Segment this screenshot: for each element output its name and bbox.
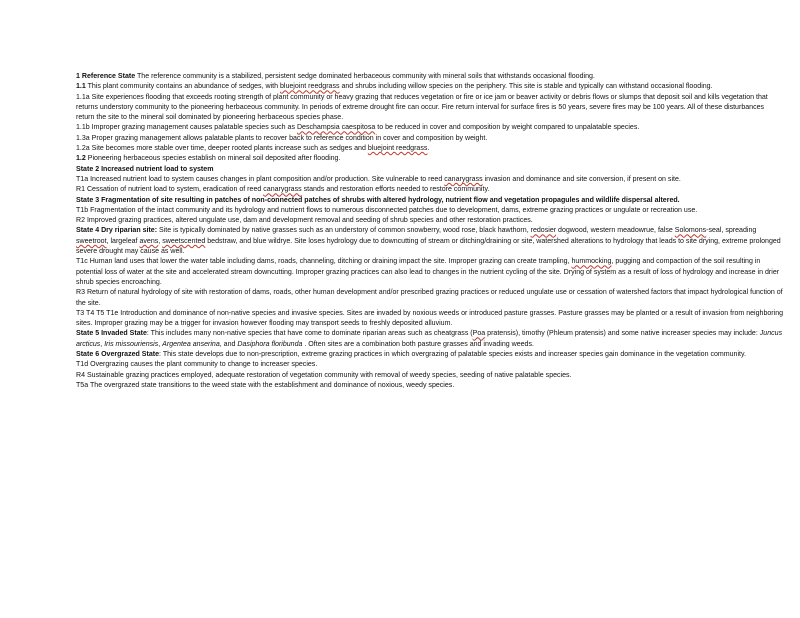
transition-1-1a-paragraph: 1.1a Site experiences flooding that exceeds rooting strength of plant community or heavy grazing that reduces vegetation or fire or ice jam or beaver activity or debris flows or slumps that deposit soil and kills vegetation that returns understory community to the pioneering herbaceous community. In periods of extreme drought fire can occur. Fire return interval for surface fires is 50 years, severe fires may be 100 years. All of these disturbances return the site to the mineral soil dominated by pioneering herbaceous species phase. xyxy=(76,93,768,122)
state-4-text-c: -seal, spreading xyxy=(706,227,757,235)
transition-t1c-paragraph xyxy=(76,257,784,288)
transition-t1c-text-b: , pugging and compaction of the soil resulting in potential loss of water at the site and accelerated stream downcutting. Improper grazing practices can also lead to changes in the nutrient cycling of the site. Drying of system as a result of loss of hydrology and increase in drier shrub species encroaching. xyxy=(76,258,780,286)
state-5-text-d: , xyxy=(158,340,163,348)
state-5-text-c: , xyxy=(100,340,105,348)
state-5-text-b: pratensis), timothy (Phleum pratensis) and some native increaser species may include: xyxy=(485,330,760,338)
transition-1-1b-paragraph xyxy=(76,123,784,133)
spellcheck-word: bluejoint reedgrass xyxy=(367,145,428,153)
transition-1-1b-text-b: to be reduced in cover and composition by weight compared to unpalatable species. xyxy=(375,124,640,132)
transition-1-1b-text-a: 1.1b Improper grazing management causes palatable species such as xyxy=(76,124,297,132)
state-4-heading: State 4 Dry riparian site: xyxy=(76,227,158,235)
spellcheck-word: Solomons xyxy=(674,227,707,235)
transition-t1a-paragraph xyxy=(76,175,784,185)
species-name: Juncus arcticus xyxy=(76,330,783,348)
state-6-heading: State 6 Overgrazed State xyxy=(76,351,160,359)
transition-t1a-text-a: T1a Increased nutrient load to system causes changes in plant composition and/or production. Site vulnerable to reed xyxy=(76,175,445,183)
spellcheck-word: sweetroot xyxy=(76,237,107,245)
state-5-paragraph xyxy=(76,329,784,350)
restoration-r2-paragraph: R2 Improved grazing practices, altered ungulate use, dam and development removal and seeding of shrub species and other restoration practices. xyxy=(76,217,533,225)
document-body xyxy=(76,72,784,391)
state-5-text-e: , and xyxy=(219,340,238,348)
reference-state-text: The reference community is a stabilized, persistent sedge dominated herbaceous community with mineral soils that withstands occasional flooding. xyxy=(135,73,595,80)
phase-1-2-text: Pioneering herbaceous species establish on mineral soil deposited after flooding. xyxy=(85,155,341,163)
state-3-heading: State 3 Fragmentation of site resulting in patches of non-connected patches of shrubs with altered hydrology, nutrient flow and vegetation propagules and wildlife dispersal altered. xyxy=(76,196,680,204)
reference-state-paragraph xyxy=(76,72,784,82)
spellcheck-word: sweetscented xyxy=(162,237,206,245)
state-4-text-b: dogwood, western meadowrue, false xyxy=(556,227,675,235)
transition-t5a-paragraph: T5a The overgrazed state transitions to the weed state with the establishment and dominance of noxious, weedy species. xyxy=(76,381,455,389)
phase-1-2-number: 1.2 xyxy=(76,155,86,163)
state-4-paragraph xyxy=(76,226,784,257)
spellcheck-word: canarygrass xyxy=(263,186,302,194)
restoration-r1-text-a: R1 Cessation of nutrient load to system, eradication of reed xyxy=(76,186,264,194)
transition-1-2a-paragraph xyxy=(76,144,784,154)
phase-1-1-paragraph xyxy=(76,82,784,92)
transition-1-2a-text-a: 1.2a Site becomes more stable over time, deeper rooted plants increase such as sedges and xyxy=(76,145,368,153)
spellcheck-word: canarygrass xyxy=(444,175,483,183)
restoration-r1-paragraph xyxy=(76,185,784,195)
state-4-text-a: Site is typically dominated by native grasses such as an understory of common snowberry, wood rose, black hawthorn, xyxy=(157,227,531,235)
transition-t1a-text-b: invasion and dominance and site conversion, if present on site. xyxy=(482,175,681,183)
transition-1-2a-text-b: . xyxy=(427,145,430,153)
state-5-text-a: : This includes many non-native species that have come to dominate riparian areas such as cheatgrass ( xyxy=(146,330,473,338)
state-4-text-d: , largeleaf xyxy=(106,237,140,245)
state-4-text-f: bedstraw, and blue wildrye. Site loses hydrology due to downcutting of stream or ditching/draining or site, watershed alterations to hydrology that leads to site drying, extreme prolonged severe drought may cause as well. xyxy=(76,237,781,256)
restoration-r3-paragraph: R3 Return of natural hydrology of site with restoration of dams, roads, other human development and/or prescribed grazing practices or reduced ungulate use or cessation of watershed factors that impact hydrological function of the site. xyxy=(76,289,783,307)
state-6-text: : This state develops due to non-prescription, extreme grazing practices in which overgrazing of palatable species exists and increaser species gain dominance in the vegetation community. xyxy=(159,351,746,359)
phase-1-1-text-b: and shrubs including willow species on the periphery. This site is stable and typically can withstand occasional flooding. xyxy=(339,83,713,91)
spellcheck-word: Deschampsia caespitosa xyxy=(296,124,376,132)
species-name: Dasiphora floribunda xyxy=(237,340,303,348)
transition-t1c-text-a: T1c Human land uses that lower the water table including dams, roads, channeling, ditching or draining impact the site. Improper grazing can create trampling, xyxy=(76,258,572,266)
spellcheck-word: bluejoint reedgrass xyxy=(279,83,340,91)
transition-t1b-paragraph: T1b Fragmentation of the intact community and its hydrology and nutrient flows to numerous disconnected patches due to development, dams, extreme grazing practices or ungulate or recreation use. xyxy=(76,206,698,214)
restoration-r1-text-b: stands and restoration efforts needed to restore community. xyxy=(301,186,490,194)
transition-t3-t4-t5-t1e-paragraph: T3 T4 T5 T1e Introduction and dominance of non-native species and invasive species. Sites are invaded by noxious weeds or introduced pasture grasses. Pasture grasses may be planted or a result of invasion from neighboring sites. Improper grazing may be a trigger for invasion however flooding may transport seeds to freshly deposited alluvium. xyxy=(76,309,784,328)
transition-t1d-paragraph: T1d Overgrazing causes the plant community to change to increaser species. xyxy=(76,361,318,369)
state-5-text-f: . Often sites are a combination both pasture grasses and invading weeds. xyxy=(302,340,534,348)
spellcheck-word: Poa xyxy=(472,330,486,338)
phase-1-2-paragraph xyxy=(76,154,784,164)
species-name: Argentea anserina xyxy=(162,340,220,348)
species-name: Iris missouriensis xyxy=(104,340,159,348)
reference-state-heading: 1 Reference State xyxy=(76,73,136,80)
state-2-heading: State 2 Increased nutrient load to system xyxy=(76,165,214,173)
state-4-text-e: , xyxy=(158,237,163,245)
phase-1-1-number: 1.1 xyxy=(76,83,86,91)
restoration-r4-paragraph: R4 Sustainable grazing practices employed, adequate restoration of vegetation community with removal of weedy species, seeding of native palatable species. xyxy=(76,371,572,379)
phase-1-1-text-a: This plant community contains an abundance of sedges, with xyxy=(85,83,280,91)
transition-1-3a-paragraph: 1.3a Proper grazing management allows palatable plants to recover back to reference condition in cover and composition by weight. xyxy=(76,134,488,142)
spellcheck-word: hummocking xyxy=(571,258,612,266)
state-6-paragraph xyxy=(76,350,784,360)
spellcheck-word: avens xyxy=(139,237,159,245)
state-5-heading: State 5 Invaded State xyxy=(76,330,147,338)
spellcheck-word: redosier xyxy=(530,227,557,235)
